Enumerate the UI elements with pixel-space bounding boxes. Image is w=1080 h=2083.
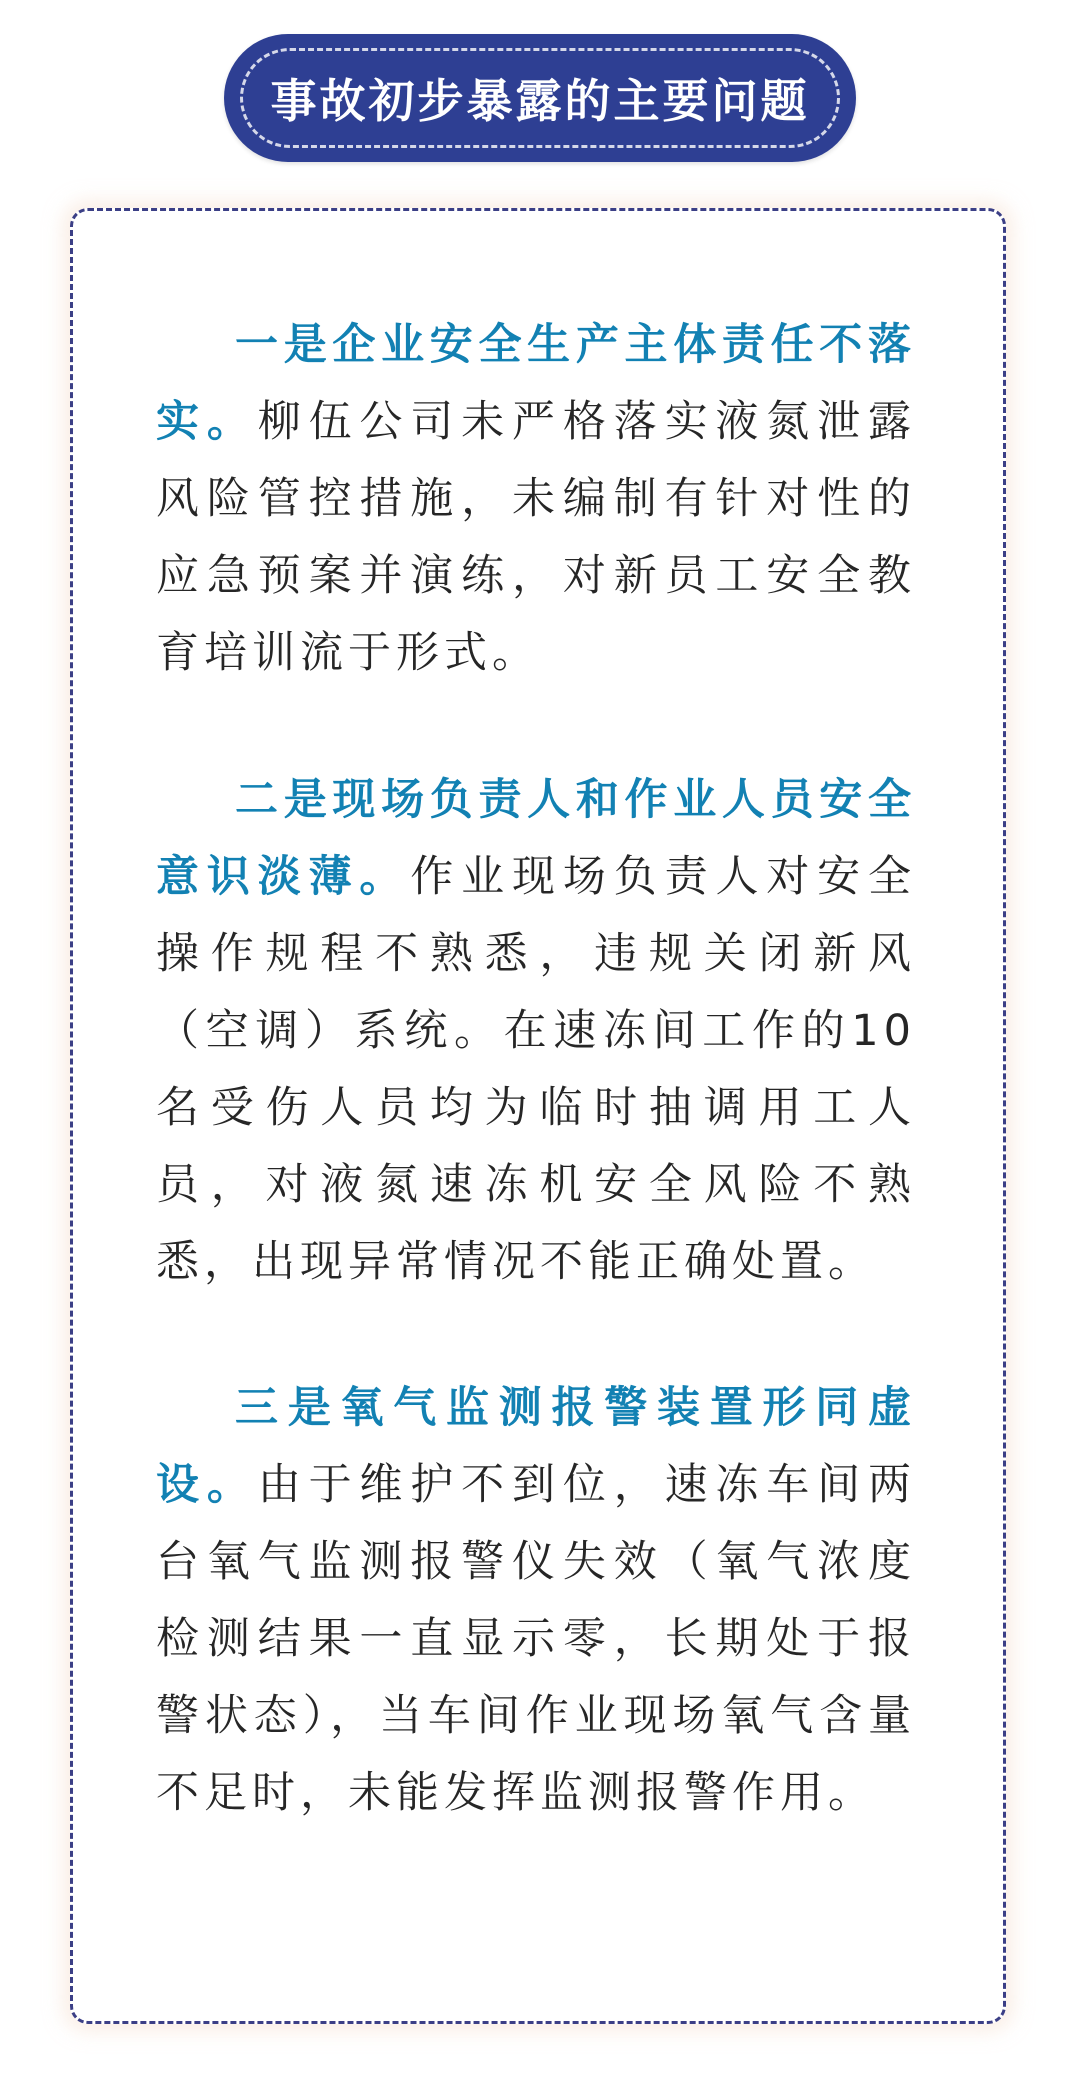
paragraph-body: 柳伍公司未严格落实液氮泄露风险管控措施，未编制有针对性的应急预案并演练，对新员工安全教育培训流于形式。 — [156, 397, 917, 678]
section-title: 事故初步暴露的主要问题 — [270, 74, 810, 128]
paragraph-lead: 三是氧气监测报警装置形同虚设。 — [156, 1383, 916, 1510]
paragraph-issue-1 — [156, 307, 916, 692]
paragraph-body: 由于维护不到位，速冻车间两台氧气监测报警仪失效（氧气浓度检测结果一直显示零，长期处于报警状态），当车间作业现场氧气含量不足时，未能发挥监测报警作用。 — [156, 1460, 917, 1818]
paragraph-lead: 二是现场负责人和作业人员安全意识淡薄。 — [156, 775, 916, 902]
paragraph-lead: 一是企业安全生产主体责任不落实。 — [156, 320, 916, 447]
paragraph-issue-3 — [156, 1370, 916, 1832]
paragraph-body: 作业现场负责人对安全操作规程不熟悉，违规关闭新风（空调）系统。在速冻间工作的10名受伤人员均为临时抽调用工人员，对液氮速冻机安全风险不熟悉，出现异常情况不能正确处置。 — [156, 852, 917, 1287]
title-dashed-border — [240, 48, 840, 148]
paragraph-issue-2 — [156, 762, 916, 1301]
section-title-banner — [224, 34, 856, 162]
